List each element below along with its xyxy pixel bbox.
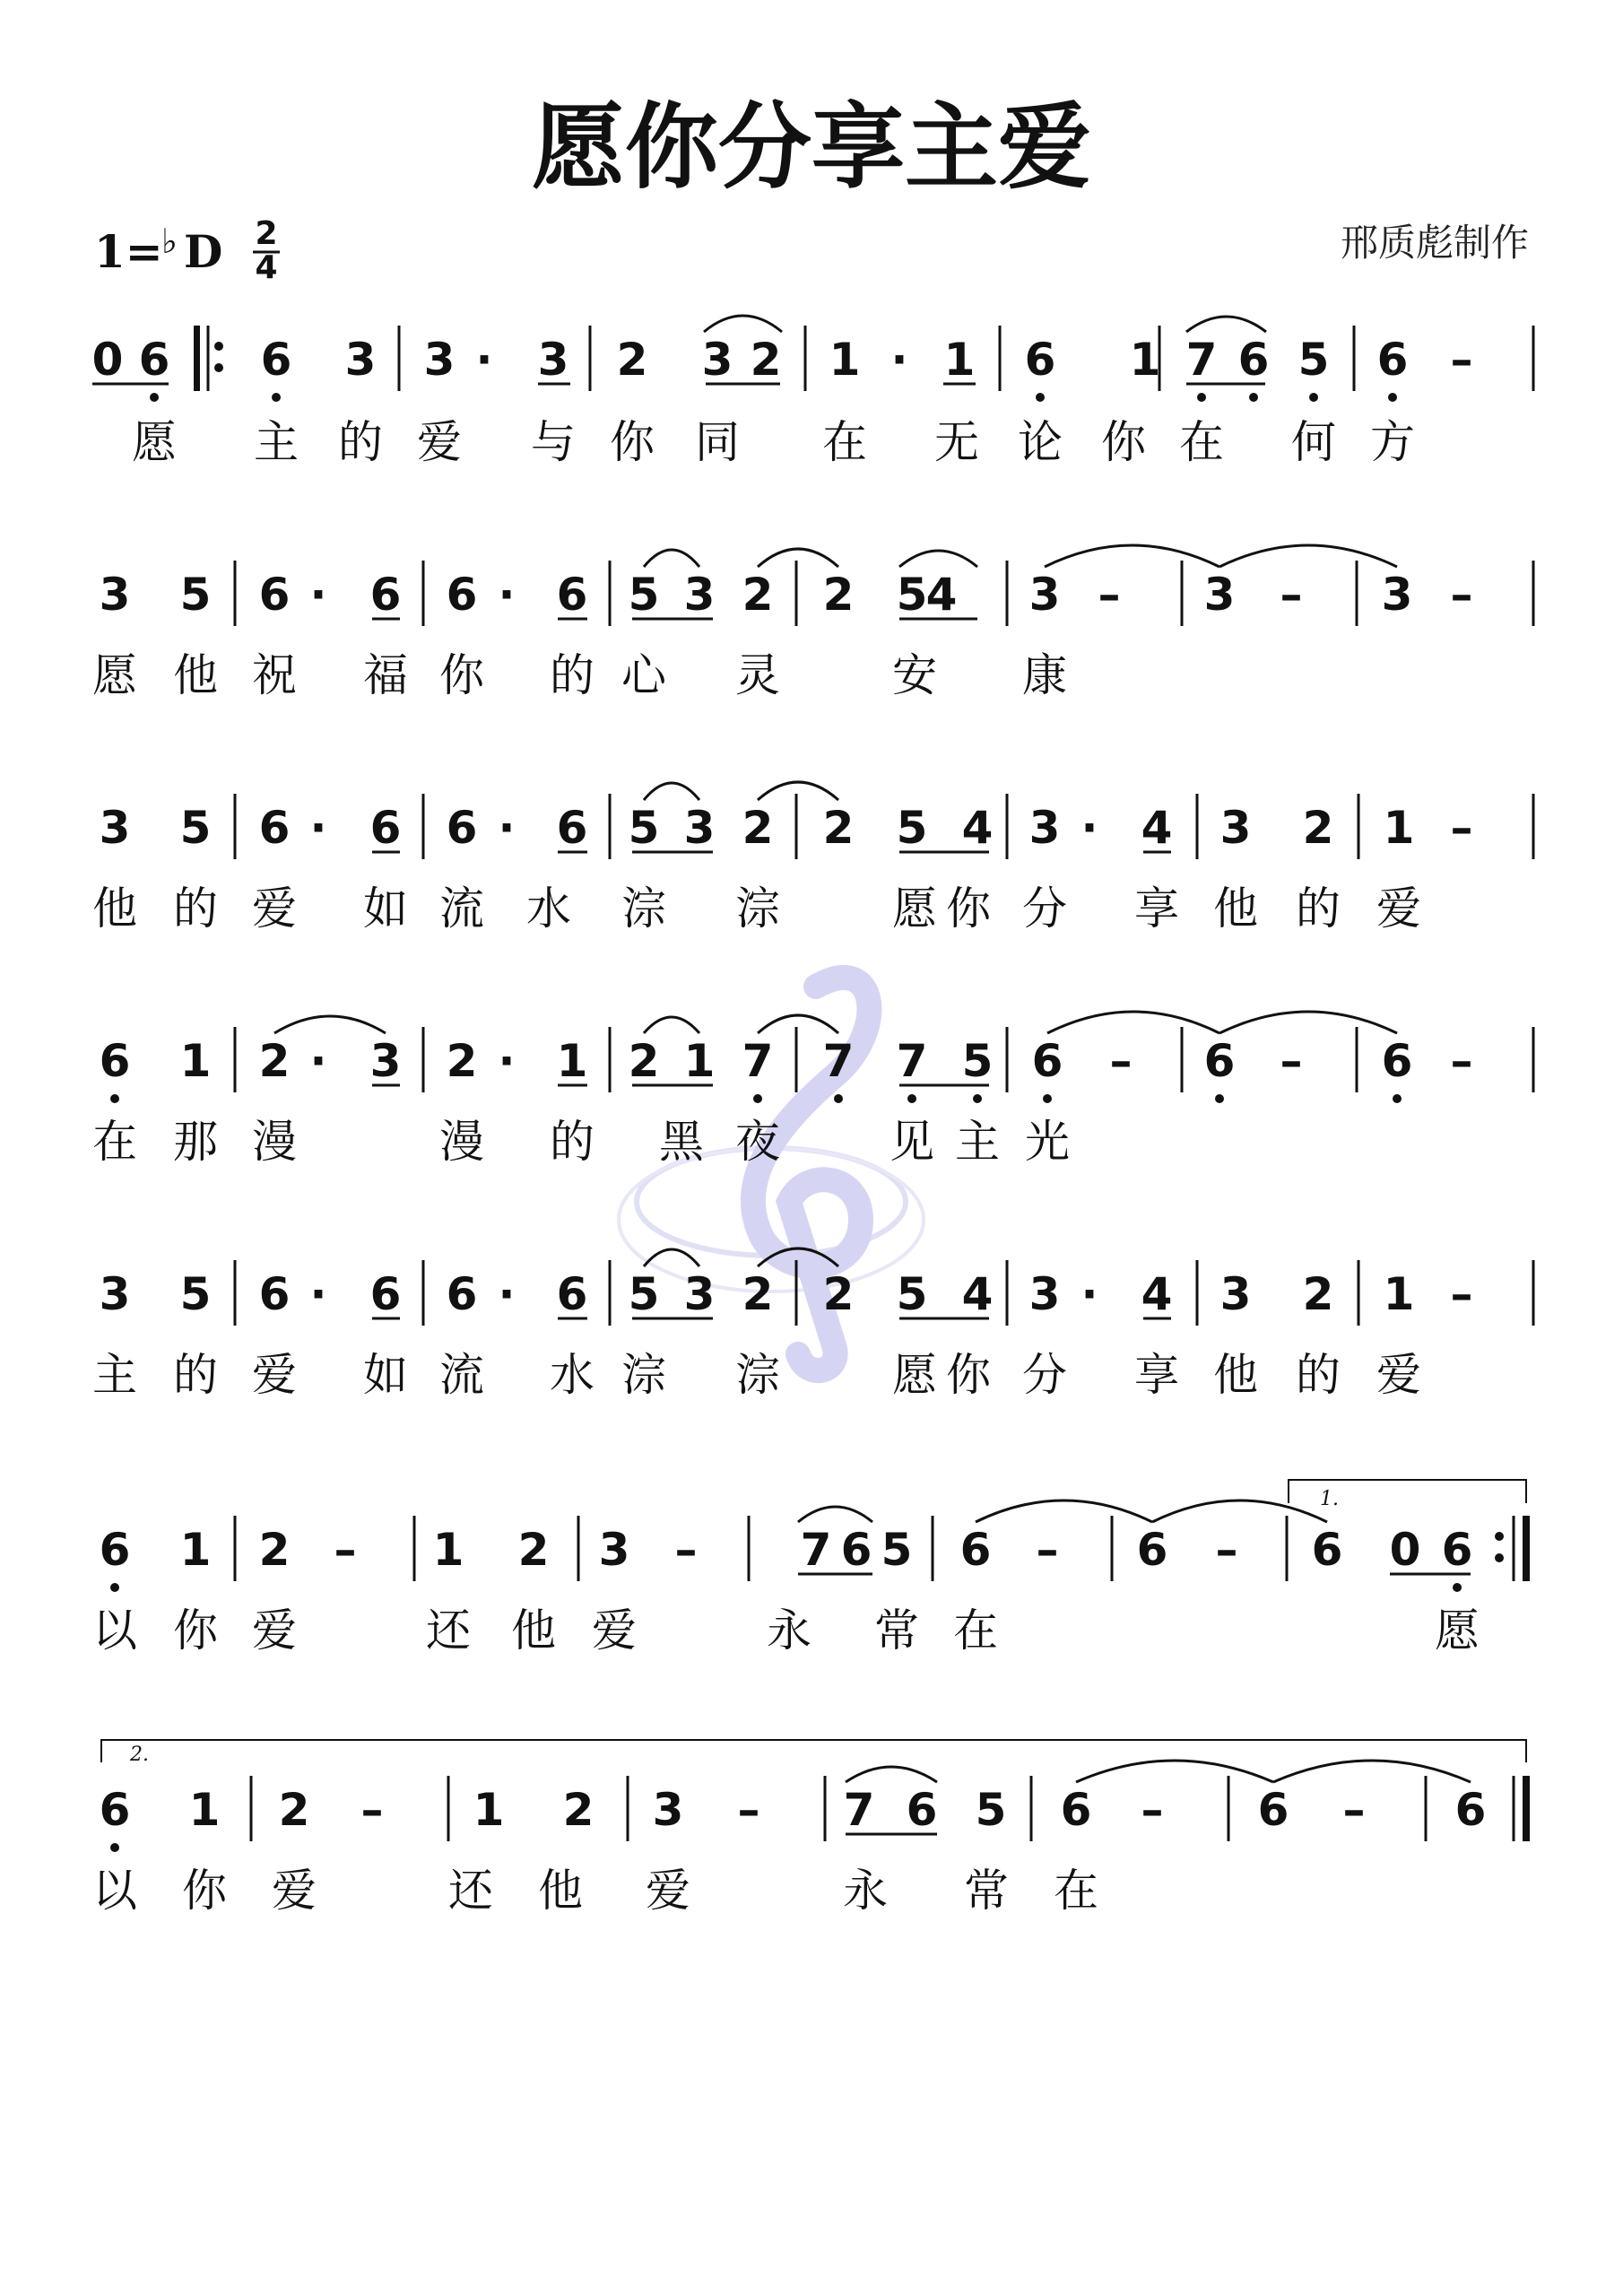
note: 3 — [99, 1268, 131, 1320]
lyric-char: 福 — [363, 649, 408, 701]
lyric-char: 他 — [1213, 1349, 1258, 1401]
lyric-char: 享 — [1134, 1349, 1179, 1401]
octave-dot-below — [1036, 393, 1045, 402]
note: 3 — [598, 1524, 630, 1576]
lyric-char: 水 — [550, 1349, 595, 1401]
augmentation-dot: · — [1081, 802, 1098, 854]
slur — [644, 550, 699, 567]
lyric-char: 淙 — [735, 1349, 780, 1401]
octave-dot-below — [1309, 393, 1318, 402]
octave-dot-below — [753, 1094, 762, 1103]
note: 5 — [896, 802, 928, 854]
lyric-char: 常 — [874, 1605, 919, 1657]
note: 6 — [260, 334, 292, 386]
note: 6 — [1060, 1784, 1092, 1836]
note: 2 — [616, 334, 648, 386]
note: 3 — [1028, 802, 1061, 854]
note: 6 — [369, 569, 402, 621]
note: 6 — [1237, 334, 1270, 386]
octave-dot-below — [1043, 1094, 1052, 1103]
lyric-char: 他 — [511, 1605, 556, 1657]
lyric-char: 常 — [964, 1865, 1009, 1917]
note: 3 — [1203, 569, 1236, 621]
lyric-char: 流 — [439, 1349, 484, 1401]
note: 1 — [473, 1784, 505, 1836]
note: 2 — [742, 802, 774, 854]
slur — [1219, 1012, 1397, 1033]
octave-dot-below — [272, 393, 281, 402]
lyric-char: 的 — [550, 649, 595, 701]
lyric-char: 同 — [695, 416, 740, 468]
augmentation-dot: · — [498, 802, 516, 854]
slur — [758, 1015, 838, 1033]
note: 2 — [822, 802, 855, 854]
note: 3 — [369, 1035, 402, 1087]
key-signature — [94, 221, 222, 278]
note: 3 — [701, 334, 733, 386]
octave-dot-below — [1197, 393, 1206, 402]
octave-dot-below — [110, 1094, 119, 1103]
note: 2 — [742, 569, 774, 621]
note: 3 — [683, 569, 716, 621]
lyric-char: 在 — [822, 416, 867, 468]
note: 3 — [99, 569, 131, 621]
lyric-char: 论 — [1018, 416, 1063, 468]
note: 7 — [843, 1784, 875, 1836]
lyric-char: 爱 — [1376, 883, 1421, 935]
lyric-char: 爱 — [252, 883, 297, 935]
lyric-char: 你 — [610, 416, 655, 468]
note: 1 — [1383, 802, 1415, 854]
note: 4 — [1141, 1268, 1173, 1320]
note: 2 — [1302, 1268, 1334, 1320]
dash-extension: – — [1098, 569, 1121, 621]
slur — [758, 782, 838, 800]
lyric-char: 方 — [1370, 416, 1415, 468]
lyric-char: 夜 — [735, 1116, 780, 1168]
note: 6 — [1311, 1524, 1343, 1576]
lyric-char: 黑 — [659, 1116, 704, 1168]
lyric-char: 在 — [1054, 1865, 1098, 1917]
augmentation-dot: · — [309, 802, 327, 854]
note: 5 — [961, 1035, 994, 1087]
lyric-char: 你 — [182, 1865, 227, 1917]
slur — [1219, 545, 1397, 567]
lyric-char: 爱 — [417, 416, 462, 468]
note: 6 — [1376, 334, 1409, 386]
lyric-char: 分 — [1022, 1349, 1067, 1401]
octave-dot-below — [150, 393, 159, 402]
lyric-char: 灵 — [735, 649, 780, 701]
note: 2 — [628, 1035, 660, 1087]
note: 6 — [556, 802, 588, 854]
note: 6 — [959, 1524, 992, 1576]
note: 6 — [369, 802, 402, 854]
lyric-char: 愿 — [1435, 1605, 1480, 1657]
key-tonic: D — [184, 225, 223, 278]
lyric-char: 水 — [526, 883, 571, 935]
note: 6 — [99, 1524, 131, 1576]
slur — [976, 1500, 1152, 1522]
note: 3 — [652, 1784, 684, 1836]
note: 1 — [943, 334, 976, 386]
note: 6 — [258, 802, 291, 854]
lyric-char: 见 — [890, 1116, 934, 1168]
lyric-char: 还 — [448, 1865, 493, 1917]
dash-extension: – — [360, 1784, 384, 1836]
lyric-char: 他 — [173, 649, 218, 701]
note: 5 — [179, 802, 212, 854]
lyric-char: 无 — [934, 416, 979, 468]
dash-extension: – — [1280, 569, 1303, 621]
lyric-char: 你 — [946, 1349, 991, 1401]
key-prefix: 1= — [94, 225, 163, 278]
lyric-char: 漫 — [252, 1116, 297, 1168]
note: 5 — [179, 569, 212, 621]
dash-extension: – — [1450, 334, 1473, 386]
note: 2 — [822, 569, 855, 621]
lyric-char: 的 — [1296, 1349, 1341, 1401]
lyric-char: 你 — [439, 649, 484, 701]
volta-brackets — [101, 1480, 1526, 1766]
lyric-char: 的 — [338, 416, 383, 468]
slur — [1186, 317, 1266, 332]
time-signature — [253, 215, 280, 286]
slur — [1152, 1500, 1327, 1522]
note: 7 — [896, 1035, 928, 1087]
note: 6 — [840, 1524, 872, 1576]
note: 3 — [1219, 802, 1252, 854]
lyric-char: 康 — [1022, 649, 1067, 701]
lyric-char: 愿 — [892, 883, 937, 935]
lyric-char: 如 — [363, 883, 408, 935]
dash-extension: – — [1036, 1524, 1059, 1576]
augmentation-dot: · — [475, 334, 493, 386]
lyric-char: 愿 — [892, 1349, 937, 1401]
note: 3 — [1219, 1268, 1252, 1320]
note: 6 — [906, 1784, 938, 1836]
lyric-char: 心 — [621, 649, 666, 701]
lyric-char: 流 — [439, 883, 484, 935]
lyric-char: 漫 — [439, 1116, 484, 1168]
note: 4 — [925, 569, 958, 621]
note: 1 — [1383, 1268, 1415, 1320]
slur — [899, 551, 977, 567]
lyric-char: 的 — [173, 1349, 218, 1401]
slur — [1273, 1761, 1471, 1782]
note: 6 — [446, 1268, 478, 1320]
repeat-start-barline — [194, 326, 200, 391]
lyric-char: 爱 — [1376, 1349, 1421, 1401]
note: 6 — [556, 569, 588, 621]
note: 6 — [258, 569, 291, 621]
note: 5 — [896, 1268, 928, 1320]
lyric-char: 安 — [892, 649, 937, 701]
lyric-char: 以 — [92, 1865, 137, 1917]
dash-extension: – — [1342, 1784, 1366, 1836]
note: 5 — [1298, 334, 1330, 386]
note: 1 — [188, 1784, 221, 1836]
augmentation-dot: · — [498, 1268, 516, 1320]
augmentation-dot: · — [309, 1268, 327, 1320]
slur — [644, 783, 699, 800]
note: 7 — [742, 1035, 774, 1087]
octave-dot-below — [834, 1094, 843, 1103]
note: 3 — [1028, 569, 1061, 621]
lyric-char: 淙 — [621, 1349, 666, 1401]
dash-extension: – — [1450, 569, 1473, 621]
score-line — [92, 1500, 1530, 1657]
lyric-char: 以 — [92, 1605, 137, 1657]
note: 6 — [1203, 1035, 1236, 1087]
note: 1 — [179, 1035, 212, 1087]
lyric-char: 主 — [955, 1116, 1000, 1168]
augmentation-dot: · — [1081, 1268, 1098, 1320]
repeat-dot — [1495, 1532, 1504, 1541]
augmentation-dot: · — [309, 569, 327, 621]
note: 3 — [99, 802, 131, 854]
slur — [1047, 1012, 1219, 1033]
lyric-char: 愿 — [92, 649, 137, 701]
note: 1 — [432, 1524, 464, 1576]
octave-dot-below — [1453, 1583, 1462, 1592]
score-line — [92, 316, 1533, 468]
note: 1 — [179, 1524, 212, 1576]
score-lines — [92, 316, 1533, 1917]
key-flat: ♭ — [161, 221, 178, 261]
note: 6 — [369, 1268, 402, 1320]
lyric-char: 在 — [1179, 416, 1224, 468]
lyric-char: 他 — [538, 1865, 583, 1917]
note: 6 — [1031, 1035, 1063, 1087]
note: 4 — [961, 802, 994, 854]
dash-extension: – — [737, 1784, 760, 1836]
dash-extension: – — [334, 1524, 357, 1576]
note: 6 — [446, 569, 478, 621]
note: 3 — [683, 802, 716, 854]
slur — [1076, 1761, 1273, 1782]
dash-extension: – — [1450, 802, 1473, 854]
augmentation-dot: · — [309, 1035, 327, 1087]
note: 2 — [446, 1035, 478, 1087]
note: 5 — [628, 802, 660, 854]
note: 4 — [961, 1268, 994, 1320]
note: 6 — [258, 1268, 291, 1320]
lyric-char: 在 — [92, 1116, 137, 1168]
augmentation-dot: · — [498, 1035, 516, 1087]
note: 3 — [683, 1268, 716, 1320]
octave-dot-below — [1388, 393, 1397, 402]
note: 7 — [800, 1524, 832, 1576]
augmentation-dot: · — [890, 334, 908, 386]
note: 5 — [975, 1784, 1007, 1836]
lyric-char: 分 — [1022, 883, 1067, 935]
slur — [798, 1507, 872, 1522]
note: 2 — [1302, 802, 1334, 854]
lyric-char: 爱 — [272, 1865, 317, 1917]
note: 2 — [750, 334, 782, 386]
note: 1 — [556, 1035, 588, 1087]
note: 6 — [1136, 1524, 1168, 1576]
lyric-char: 享 — [1134, 883, 1179, 935]
lyric-char: 的 — [1296, 883, 1341, 935]
note: 0 — [91, 334, 124, 386]
lyric-char: 的 — [173, 883, 218, 935]
note: 2 — [258, 1035, 291, 1087]
note: 2 — [562, 1784, 595, 1836]
lyric-char: 在 — [953, 1605, 998, 1657]
note: 5 — [628, 1268, 660, 1320]
octave-dot-below — [110, 1843, 119, 1852]
page-title: 愿你分享主爱 — [531, 91, 1092, 202]
score-line — [92, 545, 1533, 701]
lyric-char: 何 — [1291, 416, 1336, 468]
slur — [644, 1017, 699, 1033]
lyric-char: 如 — [363, 1349, 408, 1401]
note: 1 — [683, 1035, 716, 1087]
lyric-char: 主 — [92, 1349, 137, 1401]
lyric-char: 爱 — [592, 1605, 637, 1657]
note: 6 — [99, 1035, 131, 1087]
note: 6 — [1441, 1524, 1473, 1576]
lyric-char: 祝 — [252, 649, 297, 701]
lyric-char: 永 — [767, 1605, 812, 1657]
note: 6 — [556, 1268, 588, 1320]
note: 7 — [822, 1035, 855, 1087]
note: 6 — [99, 1784, 131, 1836]
lyric-char: 永 — [843, 1865, 888, 1917]
slur — [704, 316, 782, 332]
note: 2 — [517, 1524, 550, 1576]
slur — [758, 549, 838, 567]
octave-dot-below — [1215, 1094, 1224, 1103]
dash-extension: – — [674, 1524, 698, 1576]
slur — [1045, 545, 1219, 567]
lyric-char: 淙 — [621, 883, 666, 935]
augmentation-dot: · — [498, 569, 516, 621]
note: 1 — [829, 334, 861, 386]
note: 3 — [1028, 1268, 1061, 1320]
note: 3 — [423, 334, 456, 386]
dash-extension: – — [1141, 1784, 1164, 1836]
dash-extension: – — [1280, 1035, 1303, 1087]
note: 7 — [1185, 334, 1218, 386]
dash-extension: – — [1215, 1524, 1238, 1576]
octave-dot-below — [1393, 1094, 1402, 1103]
note: 3 — [1381, 569, 1413, 621]
note: 5 — [628, 569, 660, 621]
note: 4 — [1141, 802, 1173, 854]
meter-upper: 2 — [255, 215, 278, 252]
note: 6 — [1381, 1035, 1413, 1087]
note: 2 — [822, 1268, 855, 1320]
octave-dot-below — [973, 1094, 982, 1103]
note: 2 — [258, 1524, 291, 1576]
octave-dot-below — [1249, 393, 1258, 402]
lyric-char: 爱 — [252, 1605, 297, 1657]
lyric-char: 你 — [173, 1605, 218, 1657]
note: 3 — [537, 334, 569, 386]
dash-extension: – — [1450, 1035, 1473, 1087]
note: 2 — [278, 1784, 310, 1836]
note: 3 — [344, 334, 377, 386]
lyric-char: 爱 — [646, 1865, 690, 1917]
note: 5 — [881, 1524, 913, 1576]
score-line — [92, 782, 1533, 935]
lyric-char: 你 — [946, 883, 991, 935]
octave-dot-below — [907, 1094, 916, 1103]
note: 2 — [742, 1268, 774, 1320]
note: 5 — [896, 569, 928, 621]
lyric-char: 他 — [92, 883, 137, 935]
lyric-char: 你 — [1101, 416, 1146, 468]
score-line — [92, 1761, 1530, 1917]
meter-lower: 4 — [255, 249, 278, 286]
note: 6 — [446, 802, 478, 854]
octave-dot-below — [110, 1583, 119, 1592]
lyric-char: 还 — [426, 1605, 471, 1657]
volta-label-1: 1. — [1320, 1488, 1339, 1510]
note: 6 — [1257, 1784, 1289, 1836]
note: 6 — [138, 334, 170, 386]
lyric-char: 淙 — [735, 883, 780, 935]
lyric-char: 爱 — [252, 1349, 297, 1401]
volta-label-2: 2. — [130, 1744, 149, 1766]
lyric-char: 与 — [531, 416, 576, 468]
dash-extension: – — [1109, 1035, 1133, 1087]
note: 5 — [179, 1268, 212, 1320]
repeat-dot — [1495, 1553, 1504, 1562]
lyric-char: 那 — [173, 1116, 218, 1168]
note: 1 — [1129, 334, 1161, 386]
lyric-char: 光 — [1025, 1116, 1070, 1168]
slur — [274, 1016, 386, 1033]
lyric-char: 的 — [550, 1116, 595, 1168]
credit-text: 邢质彪制作 — [1340, 221, 1529, 265]
lyric-char: 主 — [254, 416, 299, 468]
note: 6 — [1024, 334, 1056, 386]
note: 6 — [1454, 1784, 1487, 1836]
dash-extension: – — [1450, 1268, 1473, 1320]
note: 0 — [1389, 1524, 1421, 1576]
lyric-char: 他 — [1213, 883, 1258, 935]
slur — [846, 1767, 937, 1782]
lyric-char: 愿 — [132, 416, 177, 468]
